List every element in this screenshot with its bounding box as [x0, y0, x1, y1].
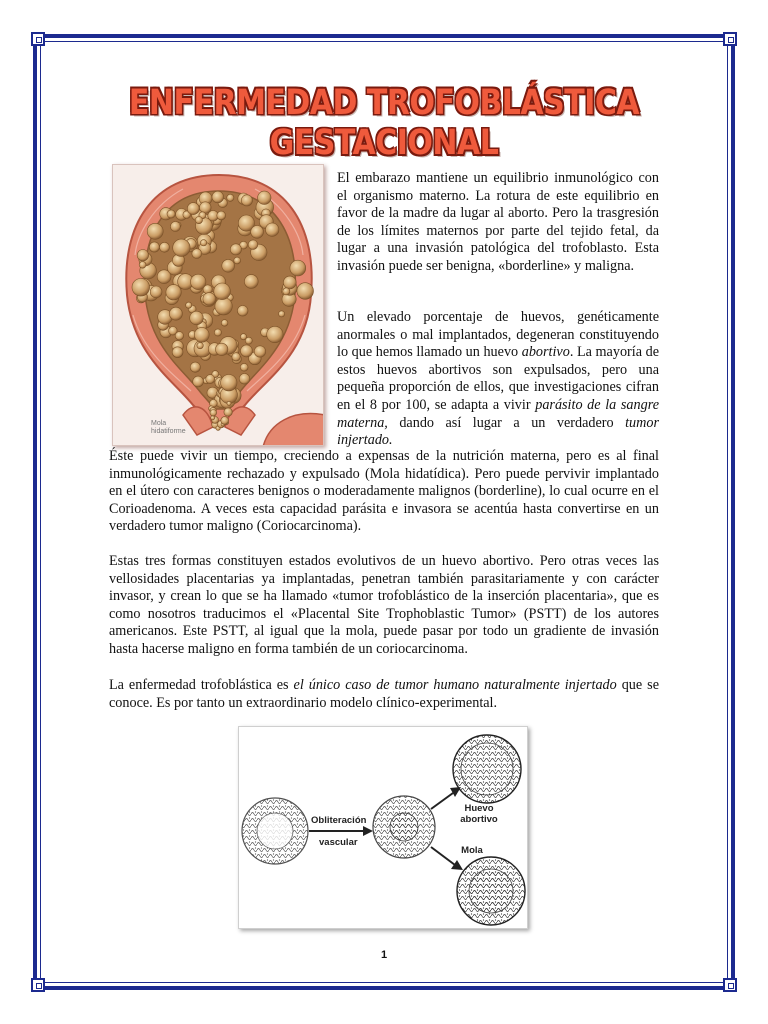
- vesicle: [245, 337, 252, 344]
- paragraph-abortive-egg: [337, 309, 659, 450]
- vesicle: [203, 293, 216, 306]
- page-title: ENFERMEDAD TROFOBLÁSTICA GESTACIONAL: [128, 82, 640, 164]
- vesicle: [239, 374, 250, 385]
- diagram-drawing: [239, 727, 529, 930]
- vesicle: [194, 327, 209, 342]
- vesicle: [266, 223, 279, 236]
- vesicle: [240, 363, 248, 371]
- text-run: La enfermedad trofoblástica es: [109, 677, 294, 693]
- vesicle: [241, 195, 252, 206]
- vesicle: [149, 242, 159, 252]
- vesicle: [237, 306, 248, 317]
- vesicle: [197, 342, 203, 348]
- paragraph-pstt: Estas tres formas constituyen estados evolutivos de un huevo abortivo. Pero otras veces las vellosidades placentarias ya implantadas, penetran también parasitariamente y con carácter invasor, y crean lo que se ha llamado «tumor trofoblástico de la inserción placentaria», que es como nosotros traducimos el «Placental Site Trophoblastic Tumor» (PSTT) de los autores americanos. Este PSTT, al igual que la mola, puede pasar por todo un gradiente de invasión hasta hacerse maligno en forma también de un coriocarcinoma.: [109, 553, 659, 657]
- vesicle: [214, 329, 221, 336]
- vesicle: [222, 259, 235, 272]
- corner-ornament: [723, 32, 737, 46]
- vesicle: [283, 276, 296, 289]
- vesicle: [221, 375, 237, 391]
- illustration-caption: Mola hidatiforme: [151, 420, 186, 435]
- paragraph-intro: El embarazo mantiene un equilibrio inmunológico con el organismo materno. La rotura de este equilibrio en favor de la madre da lugar al aborto. Pero la trasgresión de los límites maternos por parte del tejido fetal, da lugar a una invasión patológica del trofoblasto. Esta invasión puede ser benigna, «borderline» y maligna.: [337, 170, 659, 274]
- text-run: dando así lugar a un verdadero: [387, 414, 626, 431]
- vesicle: [217, 211, 226, 220]
- italic-term: el único caso de tumor humano naturalmente injertado: [293, 677, 617, 693]
- vesicle: [150, 286, 162, 298]
- vesicle: [297, 283, 314, 300]
- vesicle: [244, 275, 258, 289]
- uterus-drawing: [113, 165, 324, 446]
- vesicle: [279, 311, 285, 317]
- vesicle: [258, 191, 271, 204]
- vesicle: [193, 376, 204, 387]
- corner-ornament: [31, 978, 45, 992]
- diagram-label: Huevo: [464, 803, 494, 814]
- vesicle: [216, 343, 228, 355]
- vesicle: [254, 346, 265, 357]
- vesicle: [224, 408, 232, 416]
- vesicle: [234, 257, 241, 264]
- vesicle: [173, 239, 190, 256]
- egg-abortive: [453, 735, 521, 803]
- corner-ornament: [31, 32, 45, 46]
- vesicle: [221, 320, 228, 327]
- vesicle: [221, 417, 229, 425]
- italic-term: parásito de la sangre materna,: [337, 396, 659, 431]
- vesicle: [169, 307, 182, 320]
- vesicle: [195, 217, 202, 224]
- vesicle: [227, 194, 234, 201]
- diagram-label: Mola: [461, 845, 483, 856]
- diagram-label: Obliteración: [311, 815, 367, 826]
- diagram-label: vascular: [319, 837, 358, 848]
- evolution-diagram: [238, 726, 528, 929]
- vesicle: [230, 244, 241, 255]
- vesicle: [283, 288, 290, 295]
- vesicle: [214, 283, 231, 300]
- corner-ornament: [723, 978, 737, 992]
- text-run: . La mayoría de estos huevos abortivos son expulsados, pero una pequeña proporción de ellos, que investigaciones cifran en el 8 por 100, se adapta a vivir: [337, 344, 659, 413]
- italic-term: abortivo: [521, 344, 570, 361]
- vesicle: [137, 250, 148, 261]
- vesicle: [170, 222, 180, 232]
- vesicle: [248, 240, 258, 250]
- vesicle: [192, 249, 202, 259]
- paragraph-conclusion: [109, 677, 659, 712]
- vesicle: [190, 362, 200, 372]
- vesicle: [167, 210, 175, 218]
- text-run: Un elevado porcentaje de huevos, genéticamente anormales o mal implantados, degeneran constituyendo lo que hemos llamado un huevo: [337, 309, 659, 361]
- diagram-label: abortivo: [460, 814, 498, 825]
- vesicle: [191, 274, 206, 289]
- vesicle: [147, 223, 163, 239]
- vesicle: [139, 261, 146, 268]
- italic-term: tumor injertado.: [337, 414, 659, 449]
- vesicle: [166, 285, 181, 300]
- vesicle: [186, 302, 192, 308]
- vesicle: [132, 279, 150, 297]
- vesicle: [210, 410, 217, 417]
- vesicle: [172, 347, 183, 358]
- vesicle: [251, 226, 264, 239]
- vesicle: [267, 326, 283, 342]
- vesicle: [212, 191, 224, 203]
- text-run: que se conoce. Es por tanto un extraordinario modelo clínico-experimental.: [109, 677, 659, 711]
- hydatidiform-mole-illustration: [112, 164, 324, 446]
- vesicle: [227, 401, 231, 405]
- vesicle: [232, 353, 240, 361]
- vesicle: [241, 345, 253, 357]
- vesicle: [190, 311, 204, 325]
- paragraph-mole-evolution: Éste puede vivir un tiempo, creciendo a expensas de la nutrición materna, pero es al final inmunológicamente rechazado y expulsado (Mola hidatídica). Pero puede pervivir implantado en el útero con caracteres benignos o moderadamente malignos (borderline), lo cual ocurre en el Corioadenoma. A veces esta capacidad parásita e invasora se acentúa hasta convertirse en un verdadero tumor maligno (Coriocarcinoma).: [109, 448, 659, 535]
- vesicle: [187, 203, 199, 215]
- vesicle: [290, 260, 306, 276]
- vesicle: [200, 240, 206, 246]
- vesicle: [175, 332, 183, 340]
- vesicle: [160, 242, 170, 252]
- page-number: 1: [380, 949, 388, 961]
- vesicle: [215, 298, 232, 315]
- vesicle: [206, 375, 215, 384]
